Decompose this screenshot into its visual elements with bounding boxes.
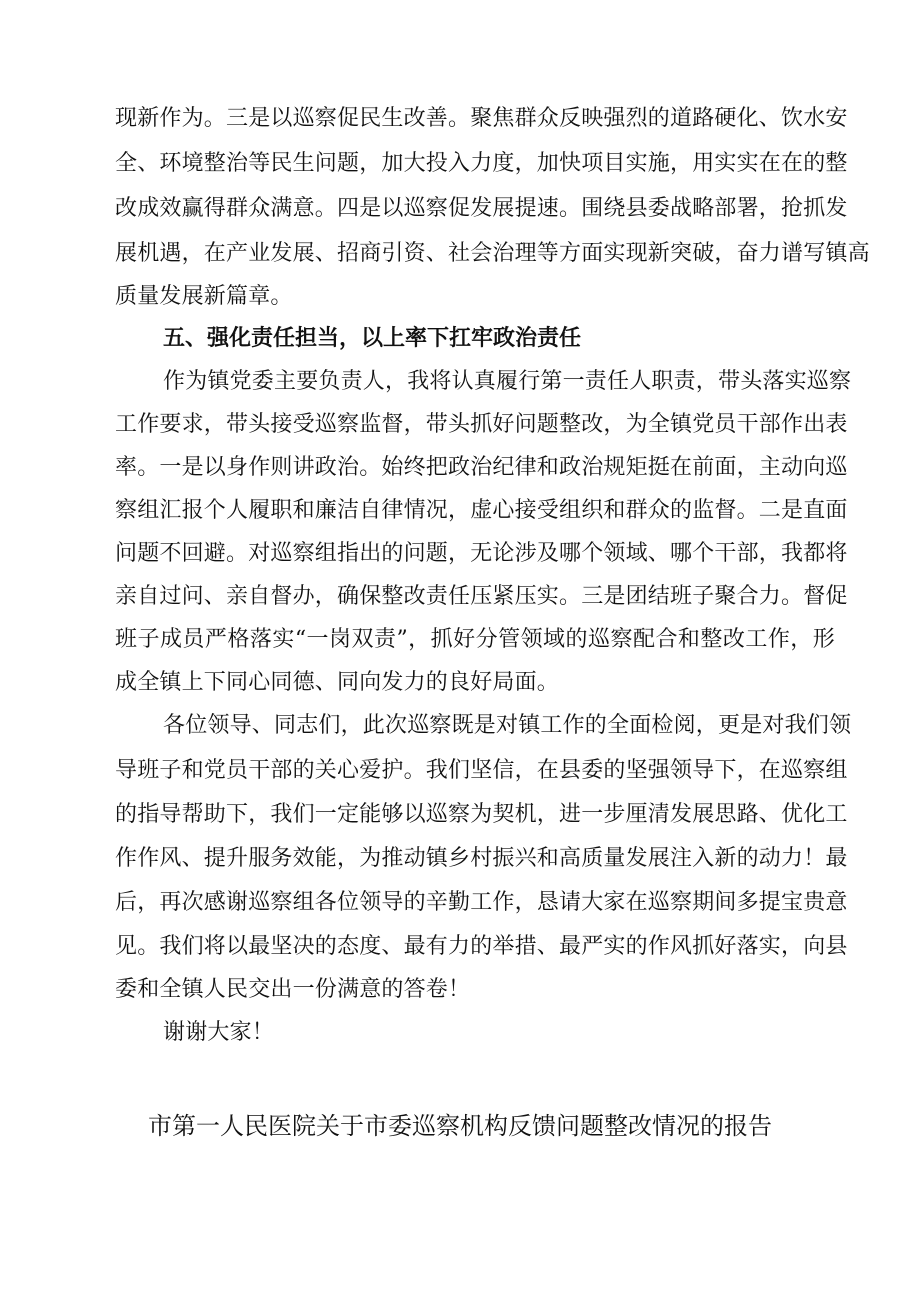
paragraph-2-line-1: 作为镇党委主要负责人，我将认真履行第一责任人职责，带头落实巡察 (163, 369, 852, 394)
closing-thanks: 谢谢大家！ (163, 1020, 275, 1045)
paragraph-1-line-2: 全、环境整治等民生问题，加大投入力度，加快项目实施，用实实在在的整 (115, 151, 848, 176)
paragraph-3-line-6: 见。我们将以最坚决的态度、最有力的举措、最严实的作风抓好落实，向县 (115, 934, 848, 959)
paragraph-2-line-4: 察组汇报个人履职和廉洁自律情况，虚心接受组织和群众的监督。二是直面 (115, 498, 848, 523)
paragraph-3-line-1: 各位领导、同志们，此次巡察既是对镇工作的全面检阅，更是对我们领 (163, 713, 852, 738)
paragraph-3-line-7: 委和全镇人民交出一份满意的答卷！ (115, 977, 471, 1002)
paragraph-2-line-7: 班子成员严格落实“一岗双责”，抓好分管领域的巡察配合和整改工作，形 (115, 627, 835, 652)
paragraph-1-line-1: 现新作为。三是以巡察促民生改善。聚焦群众反映强烈的道路硬化、饮水安 (115, 106, 848, 131)
section-heading: 五、强化责任担当，以上率下扛牢政治责任 (163, 326, 582, 351)
paragraph-3-line-4: 作作风、提升服务效能，为推动镇乡村振兴和高质量发展注入新的动力！最 (115, 846, 848, 871)
paragraph-1-line-3: 改成效赢得群众满意。四是以巡察促发展提速。围绕县委战略部署，抢抓发 (115, 196, 848, 221)
paragraph-1-line-5: 质量发展新篇章。 (115, 284, 293, 309)
paragraph-3-line-5: 后，再次感谢巡察组各位领导的辛勤工作，恳请大家在巡察期间多提宝贵意 (115, 890, 848, 915)
paragraph-1-line-4: 展机遇，在产业发展、招商引资、社会治理等方面实现新突破，奋力谱写镇高 (115, 241, 870, 266)
report-title: 市第一人民医院关于市委巡察机构反馈问题整改情况的报告 (148, 1112, 772, 1140)
paragraph-2-line-8: 成全镇上下同心同德、同向发力的良好局面。 (115, 670, 560, 695)
paragraph-2-line-3: 率。一是以身作则讲政治。始终把政治纪律和政治规矩挺在前面，主动向巡 (115, 455, 848, 480)
paragraph-2-line-2: 工作要求，带头接受巡察监督，带头抓好问题整改，为全镇党员干部作出表 (115, 412, 848, 437)
paragraph-3-line-2: 导班子和党员干部的关心爱护。我们坚信，在县委的坚强领导下，在巡察组 (115, 758, 848, 783)
paragraph-2-line-5: 问题不回避。对巡察组指出的问题，无论涉及哪个领域、哪个干部，我都将 (115, 541, 848, 566)
paragraph-2-line-6: 亲自过问、亲自督办，确保整改责任压紧压实。三是团结班子聚合力。督促 (115, 584, 848, 609)
paragraph-3-line-3: 的指导帮助下，我们一定能够以巡察为契机，进一步厘清发展思路、优化工 (115, 802, 848, 827)
